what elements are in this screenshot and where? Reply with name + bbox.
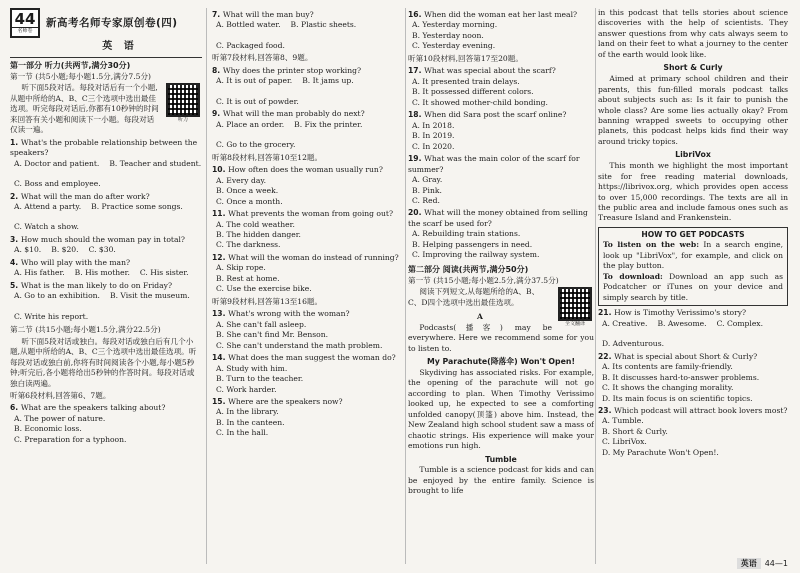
download-text: Download an app such as Podcatcher or iTunes on your device and simply search by title. — [603, 271, 783, 302]
question-stem — [212, 309, 406, 319]
question-text: Which podcast will attract book lovers most? — [614, 405, 788, 415]
divider — [10, 57, 202, 58]
question-text: How is Timothy Verissimo's story? — [614, 308, 747, 318]
question-16 — [408, 10, 594, 52]
question-item — [212, 66, 406, 107]
podcast-text-librivox: This month we highlight the most important site for free reading material downloads, https://librivox.org, which provides open access to over 15,000 recordings. The texts are all in the public area and include famous ones such as Treasure Island and Frankenstein. — [598, 161, 788, 223]
question-number: 11. — [212, 209, 229, 219]
answer-option: B. It discusses hard-to-answer problems. — [602, 372, 760, 382]
option-row — [10, 245, 202, 255]
question-item — [212, 109, 406, 150]
passage-intro: Podcasts(播客) may be everywhere. Here we recommend some for you to listen to. — [408, 322, 594, 353]
answer-option: C. It shows the changing morality. — [602, 383, 734, 393]
answer-option: C. Improving the railway system. — [412, 250, 540, 260]
answer-option: B. Turn to the teacher. — [216, 374, 304, 384]
question-number: 8. — [212, 65, 223, 75]
question-stem — [408, 208, 594, 229]
part1-sec2-instructions: 听下面5段对话或独白。每段对话或独白后有几个小题,从题中所给的A、B、C三个选项中选出最佳选项。听每段对话或独白前,你将有时间阅读各个小题,每小题5秒钟;听完后,各小题将给出5秒钟的作答时间。每段对话或独白读两遍。 — [10, 336, 197, 388]
column-divider — [405, 8, 406, 564]
question-text: What will the man do after work? — [20, 191, 150, 201]
podcast-text-short-curly: Aimed at primary school children and their parents, this fun-filled morals podcast talks about subjects such as: Is it fair to punish the whole class? Are some lies actually okay? From banning wrapped sweets to occupying other planets, this podcast helps kids find their way around tricky topics. — [598, 74, 788, 146]
column-3 — [408, 8, 594, 564]
questions-13-15 — [212, 309, 406, 439]
qr-translation[interactable] — [556, 287, 594, 328]
answer-option: A. $10. — [14, 245, 42, 255]
option-row — [10, 202, 202, 233]
option-row — [212, 20, 406, 51]
page-footer — [737, 558, 788, 569]
answer-option: A. In 2018. — [412, 120, 455, 130]
answer-option: B. Practice some songs. — [91, 201, 183, 211]
answer-option: A. Its contents are family-friendly. — [602, 362, 733, 372]
question-item — [10, 403, 202, 445]
answer-option: A. In the library. — [216, 407, 279, 417]
answer-option: A. Yesterday morning. — [412, 20, 498, 30]
question-number: 18. — [408, 110, 425, 120]
question-number: 5. — [10, 280, 21, 290]
question-number: 1. — [10, 137, 21, 147]
podcast-text-tumble-cont: in this podcast that tells stories about science discoveries with the help of scientists. They answer questions from why cats always seem to land on their feet to what a journey to the center of the earth would look like. — [598, 8, 788, 59]
question-stem — [212, 253, 406, 263]
question-item — [212, 309, 406, 351]
answer-option: B. Once a week. — [216, 186, 279, 196]
question-item — [598, 308, 788, 349]
answer-option: B. It jams up. — [302, 76, 354, 86]
answer-option: B. The hidden danger. — [216, 229, 301, 239]
option-row — [10, 291, 202, 322]
answer-option: C. Write his report. — [14, 311, 89, 321]
question-number: 22. — [598, 351, 615, 361]
answer-option: A. Tumble. — [602, 416, 644, 426]
question-text: What was the main color of the scarf for summer? — [408, 154, 580, 174]
answer-option: A. It is out of paper. — [216, 76, 293, 86]
download-label: To download: — [603, 271, 663, 281]
note-8-9: 听第7段材料,回答第8、9题。 — [212, 53, 313, 63]
question-item — [10, 281, 202, 322]
question-number: 4. — [10, 257, 21, 267]
question-stem — [212, 209, 406, 219]
answer-option: A. The cold weather. — [216, 219, 295, 229]
question-text: What does the man suggest the woman do? — [228, 353, 396, 363]
question-item — [212, 253, 406, 295]
questions-21-23 — [598, 308, 788, 458]
question-text: What is the man likely to do on Friday? — [20, 280, 173, 290]
answer-option: C. Once a month. — [216, 196, 283, 206]
questions-1-5 — [10, 138, 202, 323]
question-number: 2. — [10, 191, 21, 201]
question-stem — [408, 110, 594, 120]
answer-option: B. $20. — [51, 245, 79, 255]
answer-option: C. Watch a show. — [14, 222, 79, 232]
answer-option: A. She can't fall asleep. — [216, 319, 307, 329]
answer-option: D. My Parachute Won't Open!. — [602, 447, 719, 457]
column-divider — [595, 8, 596, 564]
answer-option: A. Bottled water. — [216, 20, 281, 30]
part1-sec1-instructions: 听下面5段对话。每段对话后有一个小题,从题中所给的A、B、C三个选项中选出最佳选项。听完每段对话后,你都有10秒钟的时间来回答有关小题和阅读下一小题。每段对话仅读一遍。 — [10, 83, 159, 135]
answer-option: B. It possessed different colors. — [412, 87, 534, 97]
question-text: How much should the woman pay in total? — [20, 234, 186, 244]
question-item — [10, 235, 202, 256]
option-row — [10, 159, 202, 190]
question-number: 23. — [598, 405, 615, 415]
question-text: What's the probable relationship between the speakers? — [10, 137, 198, 158]
part2-sec1-heading: 第一节 (共15小题;每小题2.5分,满分37.5分) — [408, 275, 559, 285]
question-text: What are the speakers talking about? — [20, 403, 166, 413]
answer-option: D. Adventurous. — [602, 339, 665, 349]
question-text: Why does the printer stop working? — [222, 65, 362, 75]
answer-option: A. His father. — [14, 268, 65, 278]
question-item — [408, 110, 594, 152]
answer-option: C. Boss and employee. — [14, 179, 101, 189]
answer-option: C. In 2020. — [412, 141, 455, 151]
column-1 — [10, 8, 202, 564]
question-stem — [10, 403, 202, 413]
podcast-text-tumble: Tumble is a science podcast for kids and can be enjoyed by the entire family. Science is brought to life — [408, 465, 594, 496]
answer-option: A. Rebuilding train stations. — [412, 229, 521, 239]
question-text: What will the man buy? — [222, 10, 314, 19]
option-row — [598, 319, 788, 350]
part1-sec1-heading: 第一节 (共5小题;每小题1.5分,满分7.5分) — [10, 71, 152, 81]
paper-badge — [10, 8, 40, 38]
podcast-text-parachute: Skydiving has associated risks. For example, the opening of the parachute will not go according to plan. When Timothy Verissimo looked up, he expected to see a comforting unfolded canopy(顶篷) above him. Instead, the New Zealand high school student saw a mass of chaotic strings. His experience will make your emotions run high. — [408, 367, 594, 451]
question-number: 15. — [212, 397, 229, 406]
answer-option: C. Preparation for a typhoon. — [14, 434, 127, 444]
question-stem — [212, 109, 406, 119]
answer-option: B. In the canteen. — [216, 417, 285, 427]
question-item — [212, 10, 406, 51]
listen-label: To listen on the web: — [603, 240, 699, 250]
answer-option: A. Skip rope. — [216, 263, 266, 273]
answer-option: B. Visit the museum. — [109, 291, 190, 301]
question-stem — [408, 66, 594, 76]
answer-option: B. Awesome. — [657, 318, 707, 328]
questions-8-9 — [212, 66, 406, 151]
question-text: How often does the woman usually run? — [228, 165, 383, 175]
question-text: Where are the speakers now? — [228, 397, 343, 406]
podcast-title-parachute: My Parachute(降落伞) Won't Open! — [426, 357, 576, 367]
qr-caption: 听力 — [177, 117, 188, 124]
question-text: What is special about Short & Curly? — [614, 351, 758, 361]
answer-option: B. Yesterday noon. — [412, 30, 484, 40]
question-item — [408, 66, 594, 108]
answer-option: C. His sister. — [139, 268, 189, 278]
question-item — [10, 258, 202, 279]
badge-label: 名师卷 — [12, 27, 38, 34]
question-item — [408, 10, 594, 52]
subject-title: 英 语 — [102, 41, 138, 52]
question-stem — [10, 258, 202, 268]
answer-option: C. She can't understand the math problem. — [216, 340, 383, 350]
note-6-7: 听第6段材料,回答第6、7题。 — [10, 391, 111, 401]
answer-option: A. Gray. — [412, 175, 443, 185]
question-stem — [212, 165, 406, 175]
question-item — [212, 397, 406, 439]
question-stem — [10, 192, 202, 202]
listen-text: In a search engine, look up "LibriVox", for example, and click on the play button. — [603, 240, 783, 271]
answer-option: C. Work harder. — [216, 384, 277, 394]
question-text: What was special about the scarf? — [424, 66, 556, 76]
answer-option: C. The darkness. — [216, 240, 281, 250]
answer-option: B. Plastic sheets. — [290, 20, 357, 30]
qr-caption: 全文翻译 — [564, 321, 585, 328]
question-number: 9. — [212, 109, 223, 119]
answer-option: C. LibriVox. — [602, 437, 647, 447]
answer-option: C. Complex. — [716, 318, 764, 328]
answer-option: B. Short & Curly. — [602, 426, 668, 436]
answer-option: A. Doctor and patient. — [14, 158, 100, 168]
questions-17-20 — [408, 66, 594, 260]
question-stem — [598, 406, 788, 416]
question-item — [212, 209, 406, 251]
question-7 — [212, 10, 406, 51]
question-stem — [212, 66, 406, 76]
footer-page-number: 44—1 — [764, 558, 788, 568]
qr-code-icon — [166, 83, 200, 117]
answer-option: A. Place an order. — [216, 119, 285, 129]
answer-option: C. Packaged food. — [216, 40, 285, 50]
question-number: 17. — [408, 66, 425, 76]
answer-option: A. Study with him. — [216, 363, 288, 373]
question-item — [212, 165, 406, 207]
part1-heading: 第一部分 听力(共两节,满分30分) — [10, 60, 131, 70]
question-number: 21. — [598, 308, 615, 318]
answer-option: C. Use the exercise bike. — [216, 284, 312, 294]
question-text: When did Sara post the scarf online? — [424, 110, 567, 120]
column-4 — [598, 8, 788, 553]
questions-10-12 — [212, 165, 406, 295]
question-number: 14. — [212, 353, 229, 363]
question-item — [408, 208, 594, 260]
how-to-download — [603, 272, 783, 303]
header — [10, 8, 202, 38]
question-item — [408, 154, 594, 206]
column-divider — [206, 8, 207, 564]
podcast-title-short-curly: Short & Curly — [663, 63, 723, 73]
question-stem — [212, 397, 406, 407]
question-text: When did the woman eat her last meal? — [424, 10, 578, 19]
answer-option: A. The power of nature. — [14, 413, 106, 423]
question-6 — [10, 403, 202, 445]
note-13-16: 听第9段材料,回答第13至16题。 — [212, 296, 323, 306]
question-stem — [408, 154, 594, 175]
how-to-title: HOW TO GET PODCASTS — [641, 229, 745, 239]
qr-listening[interactable] — [164, 83, 202, 124]
question-text: What will the man probably do next? — [222, 109, 365, 119]
question-number: 19. — [408, 154, 425, 164]
podcast-title-librivox: LibriVox — [675, 150, 711, 160]
question-number: 3. — [10, 234, 21, 244]
answer-option: C. In the hall. — [216, 428, 269, 438]
answer-option: B. Pink. — [412, 185, 442, 195]
passage-label: A — [477, 312, 483, 322]
answer-option: C. Go to the grocery. — [216, 140, 296, 150]
question-stem — [408, 10, 594, 20]
question-stem — [10, 138, 202, 159]
answer-option: C. It showed mother-child bonding. — [412, 97, 548, 107]
question-item — [212, 353, 406, 395]
option-row — [10, 268, 202, 278]
part1-sec2-heading: 第二节 (共15小题;每小题1.5分,满分22.5分) — [10, 325, 161, 335]
how-to-listen — [603, 240, 783, 271]
badge-number: 44 — [14, 10, 36, 28]
question-number: 16. — [408, 10, 425, 19]
question-text: What's wrong with the woman? — [228, 309, 350, 319]
qr-code-icon — [558, 287, 592, 321]
question-number: 13. — [212, 309, 229, 319]
question-number: 12. — [212, 252, 229, 262]
answer-option: A. Go to an exhibition. — [14, 291, 100, 301]
note-17-20: 听第10段材料,回答第17至20题。 — [408, 53, 523, 63]
question-number: 10. — [212, 165, 229, 175]
answer-option: B. Teacher and student. — [109, 158, 202, 168]
answer-option: A. It presented train delays. — [412, 76, 520, 86]
part2-heading: 第二部分 阅读(共两节,满分50分) — [408, 264, 529, 274]
answer-option: A. Creative. — [602, 318, 648, 328]
question-number: 20. — [408, 208, 425, 218]
question-item — [598, 352, 788, 404]
question-stem — [10, 281, 202, 291]
answer-option: B. In 2019. — [412, 131, 455, 141]
question-item — [10, 138, 202, 190]
answer-option: B. Helping passengers in need. — [412, 239, 533, 249]
question-text: What prevents the woman from going out? — [228, 209, 394, 219]
question-text: What will the woman do instead of running? — [228, 252, 399, 262]
question-number: 7. — [212, 10, 223, 19]
answer-option: C. Yesterday evening. — [412, 41, 496, 51]
answer-option: B. Rest at home. — [216, 273, 280, 283]
answer-option: A. Attend a party. — [14, 201, 82, 211]
question-text: Who will play with the man? — [20, 257, 131, 267]
question-stem — [212, 10, 406, 20]
question-stem — [10, 235, 202, 245]
answer-option: B. Economic loss. — [14, 424, 82, 434]
note-10-12: 听第8段材料,回答第10至12题。 — [212, 152, 323, 162]
answer-option: A. Every day. — [216, 175, 267, 185]
question-text: What will the money obtained from selling the scarf be used for? — [408, 208, 588, 228]
answer-option: C. It is out of powder. — [216, 96, 299, 106]
question-number: 6. — [10, 403, 21, 413]
answer-option: D. Its main focus is on scientific topics. — [602, 393, 753, 403]
podcast-title-tumble: Tumble — [485, 454, 517, 464]
footer-subject: 英语 — [737, 558, 761, 569]
answer-option: B. His mother. — [74, 268, 130, 278]
answer-option: C. $30. — [88, 245, 116, 255]
part2-instructions: 阅读下列短文,从每题所给的A、B、C、D四个选项中选出最佳选项。 — [408, 287, 540, 307]
question-stem — [598, 308, 788, 318]
column-2 — [212, 8, 406, 564]
answer-option: B. She can't find Mr. Benson. — [216, 330, 328, 340]
question-item — [10, 192, 202, 233]
paper-title: 新高考名师专家原创卷(四) — [46, 16, 178, 29]
option-row — [212, 120, 406, 151]
question-stem — [212, 353, 406, 363]
question-item — [598, 406, 788, 458]
answer-option: C. Red. — [412, 195, 440, 205]
how-to-box — [598, 227, 788, 306]
question-stem — [598, 352, 788, 362]
answer-option: B. Fix the printer. — [294, 119, 363, 129]
option-row — [212, 76, 406, 107]
